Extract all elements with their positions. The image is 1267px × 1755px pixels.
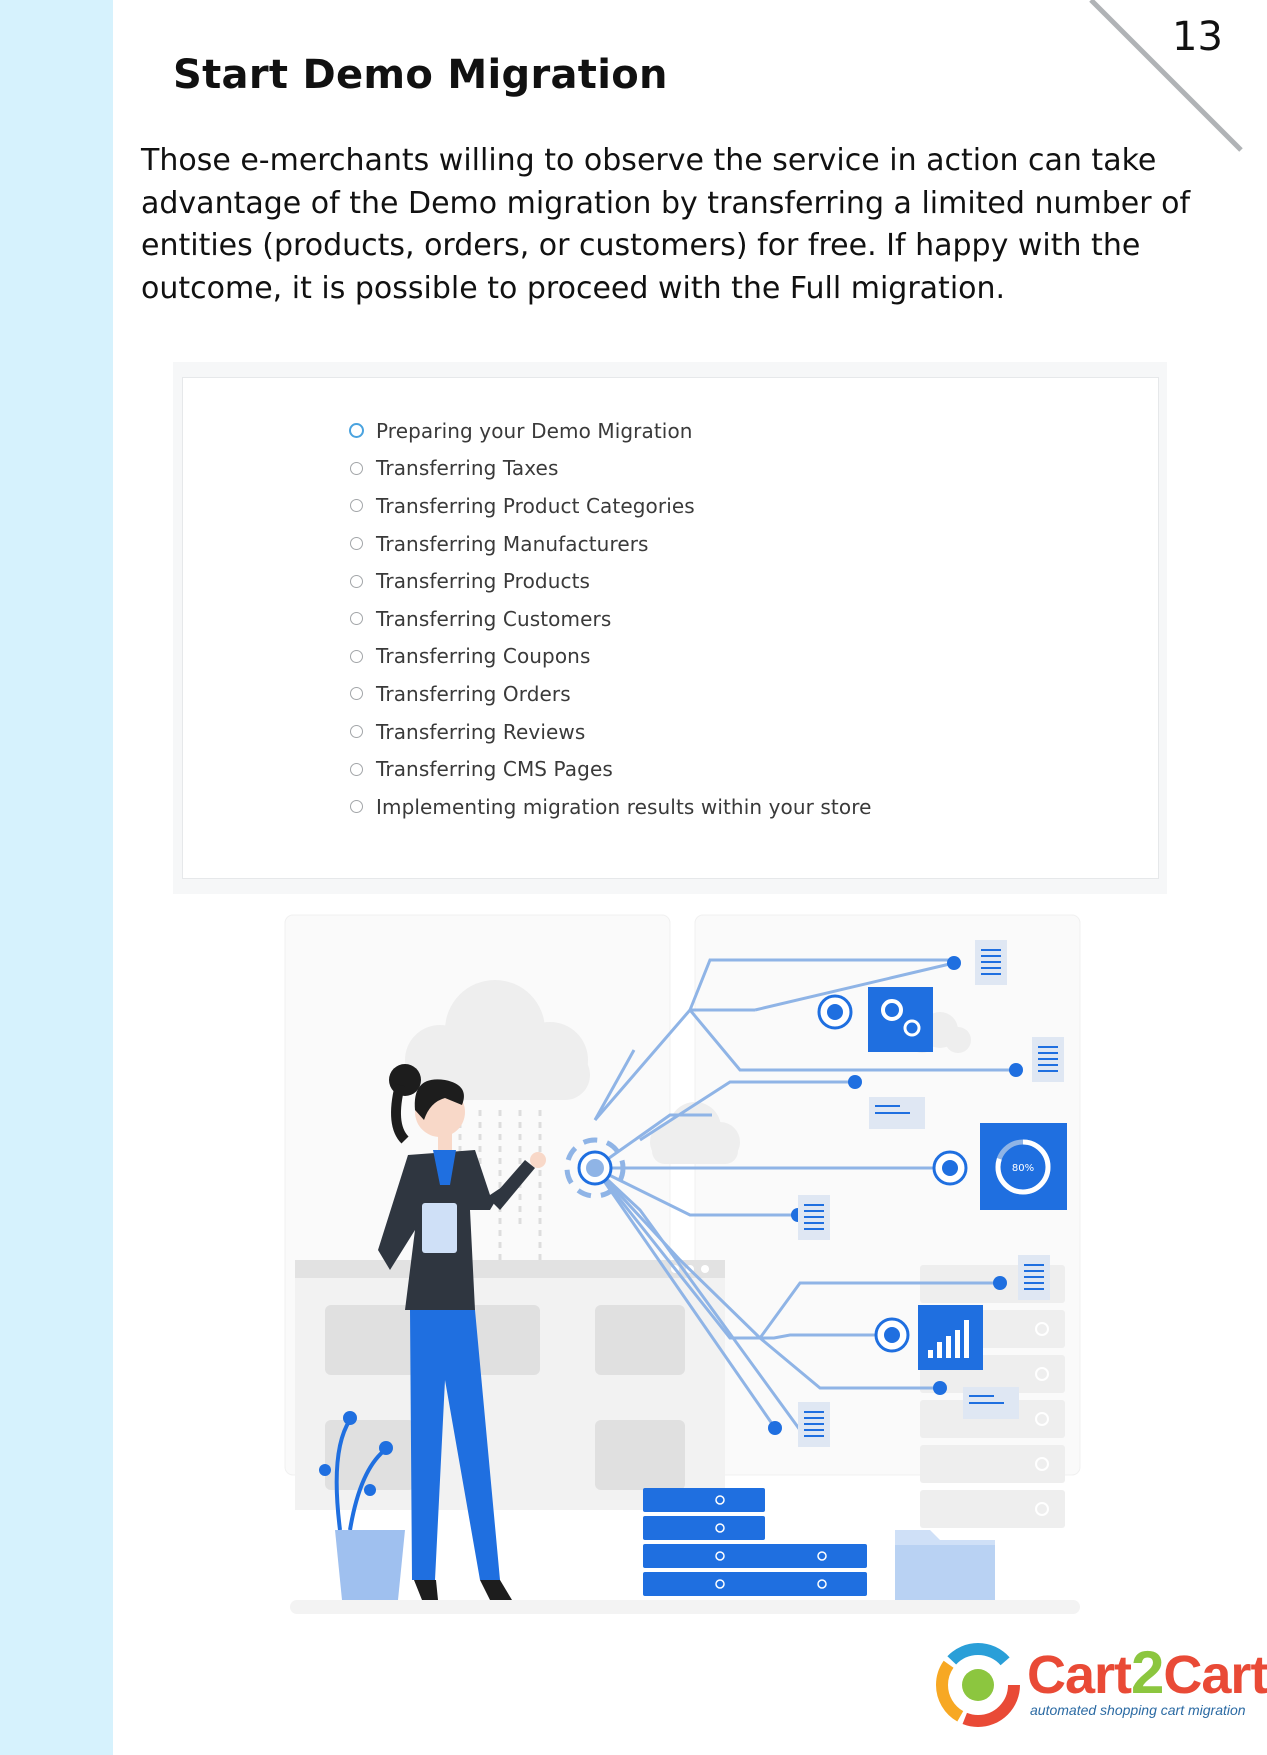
migration-step-label: Transferring CMS Pages [376, 757, 613, 782]
radio-icon [350, 800, 363, 813]
radio-icon [350, 462, 363, 475]
radio-icon [350, 575, 363, 588]
radio-icon [350, 537, 363, 550]
migration-step [350, 412, 872, 450]
migration-step-label: Transferring Products [376, 569, 591, 594]
migration-step [350, 675, 872, 713]
migration-illustration [200, 910, 1080, 1630]
gauge-tile [980, 1123, 1067, 1210]
radio-icon [350, 687, 363, 700]
logo-tagline: automated shopping cart migration [1030, 1702, 1246, 1718]
settings-gears-tile [868, 987, 933, 1052]
gauge-label: 80% [1011, 1163, 1035, 1174]
migration-step-label: Transferring Taxes [376, 456, 559, 481]
radio-icon [349, 423, 364, 438]
logo-wordmark: Cart2Cart [1027, 1639, 1267, 1706]
migration-step [350, 600, 872, 638]
migration-step [350, 450, 872, 488]
migration-step [350, 788, 872, 826]
migration-steps-list [350, 412, 872, 826]
migration-step [350, 562, 872, 600]
migration-step [350, 713, 872, 751]
page-title: Start Demo Migration [173, 52, 668, 98]
migration-step-label: Transferring Reviews [376, 719, 586, 744]
migration-step-label: Transferring Manufacturers [376, 531, 649, 556]
migration-step-label: Implementing migration results within your store [376, 794, 872, 819]
file-browser-window [295, 1260, 725, 1510]
migration-step-label: Preparing your Demo Migration [376, 418, 693, 443]
migration-step [350, 638, 872, 676]
radio-icon [350, 650, 363, 663]
page-number: 13 [1172, 14, 1223, 60]
radio-icon [350, 499, 363, 512]
migration-step-label: Transferring Coupons [376, 644, 591, 669]
radio-icon [350, 612, 363, 625]
radio-icon [350, 763, 363, 776]
ground-shadow [290, 1600, 1080, 1614]
migration-step-label: Transferring Customers [376, 606, 612, 631]
database-stack [643, 1488, 867, 1596]
migration-step [350, 525, 872, 563]
radio-icon [350, 725, 363, 738]
bar-chart-tile [918, 1305, 983, 1370]
migration-step [350, 750, 872, 788]
left-accent-band [0, 0, 113, 1755]
migration-step-label: Transferring Orders [376, 681, 571, 706]
cart2cart-logo [935, 1638, 1267, 1738]
migration-step [350, 487, 872, 525]
migration-step-label: Transferring Product Categories [376, 493, 695, 518]
logo-swirl-icon [935, 1642, 1021, 1728]
folder-icon [895, 1530, 995, 1600]
intro-paragraph: Those e-merchants willing to observe the service in action can take advantage of the Demo migration by transferring a limited number of entities (products, orders, or customers) for free. If happy with the outcome, it is possible to proceed with the Full migration. [141, 143, 1191, 306]
